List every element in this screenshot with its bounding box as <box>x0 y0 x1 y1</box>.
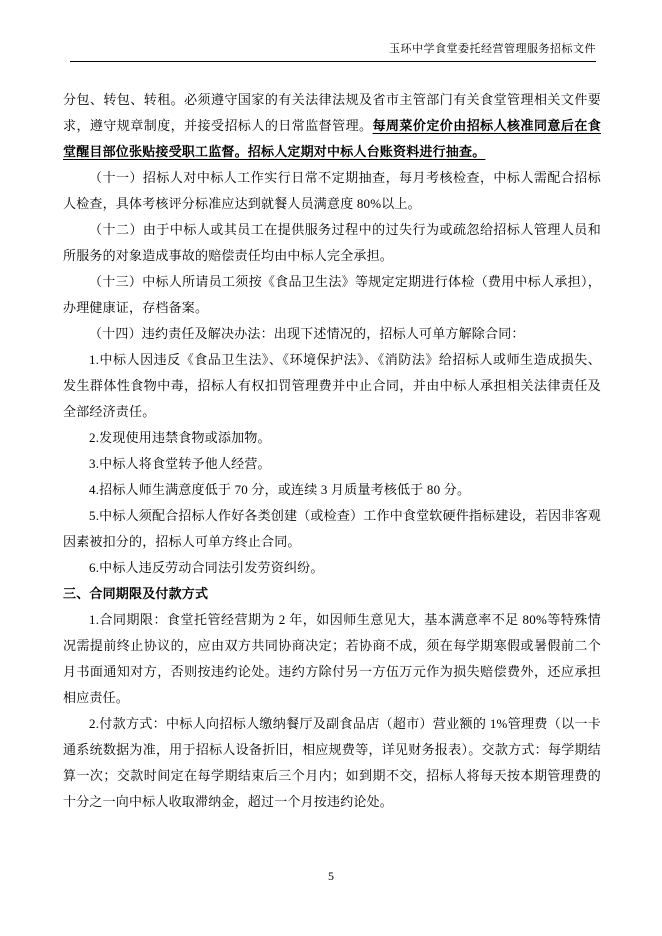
payment-method-paragraph: 2.付款方式：中标人向招标人缴纳餐厅及副食品店（超市）营业额的 1%管理费（以一卡通系统数据为准，用于招标人设备折旧，相应规费等，详见财务报表）。交款方式：每学期结算一次；交款时间定在每学期结束后三个月内；如到期不交，招标人将每天按本期管理费的十分之一向中标人收取滞纳金，超过一个月按违约论处。 <box>63 716 601 809</box>
intro-text: 分包、转包、转租。必须遵守国家的有关法律法规及省市主管部门有关食堂管理相关文件要求，遵守规章制度，并接受招标人的日常监督管理。 <box>63 92 601 133</box>
clause-item-6: 6.中标人违反劳动合同法引发劳资纠纷。 <box>89 560 324 575</box>
clause-paragraph-14: （十四）违约责任及解决办法：出现下述情况的，招标人可单方解除合同： <box>89 326 525 341</box>
intro-emphasized-text: 每周菜价定价由招标人核准同意后在食堂醒目部位张贴接受职工监督。招标人定期对中标人台账资料进行抽查。 <box>63 118 601 159</box>
clause-item-4: 4.招标人师生满意度低于 70 分，或连续 3 月质量考核低于 80 分。 <box>89 482 471 497</box>
section-heading: 三、合同期限及付款方式 <box>63 586 209 601</box>
document-body <box>63 87 601 815</box>
clause-paragraph-12: （十二）由于中标人或其员工在提供服务过程中的过失行为或疏忽给招标人管理人员和所服务的对象造成事故的赔偿责任均由中标人完全承担。 <box>63 222 601 263</box>
clause-item-5: 5.中标人须配合招标人作好各类创建（或检查）工作中食堂软硬件指标建设，若因非客观因素被扣分的，招标人可单方终止合同。 <box>63 508 601 549</box>
page-header <box>70 40 596 62</box>
clause-paragraph-11: （十一）招标人对中标人工作实行日常不定期抽查，每月考核检查，中标人需配合招标人检查，具体考核评分标准应达到就餐人员满意度 80%以上。 <box>63 170 601 211</box>
clause-item-3: 3.中标人将食堂转予他人经营。 <box>89 456 271 471</box>
clause-item-2: 2.发现使用违禁食物或添加物。 <box>89 430 271 445</box>
clause-item-1: 1.中标人因违反《食品卫生法》、《环境保护法》、《消防法》给招标人或师生造成损失、发生群体性食物中毒，招标人有权扣罚管理费并中止合同，并由中标人承担相关法律责任及全部经济责任。 <box>63 352 601 419</box>
contract-term-paragraph: 1.合同期限：食堂托管经营期为 2 年，如因师生意见大，基本满意率不足 80%等特殊情况需提前终止协议的，应由双方共同协商决定；若协商不成，须在每学期寒假或暑假前二个月书面通知对方，否则按违约论处。违约方除付另一方伍万元作为损失赔偿费外，还应承担相应责任。 <box>63 612 601 705</box>
clause-paragraph-13: （十三）中标人所请员工须按《食品卫生法》等规定定期进行体检（费用中标人承担），办理健康证，存档备案。 <box>63 274 601 315</box>
intro-paragraph <box>63 87 601 165</box>
page-footer <box>0 869 662 884</box>
header-title: 玉环中学食堂委托经营管理服务招标文件 <box>389 43 596 55</box>
page-number: 5 <box>328 869 334 883</box>
